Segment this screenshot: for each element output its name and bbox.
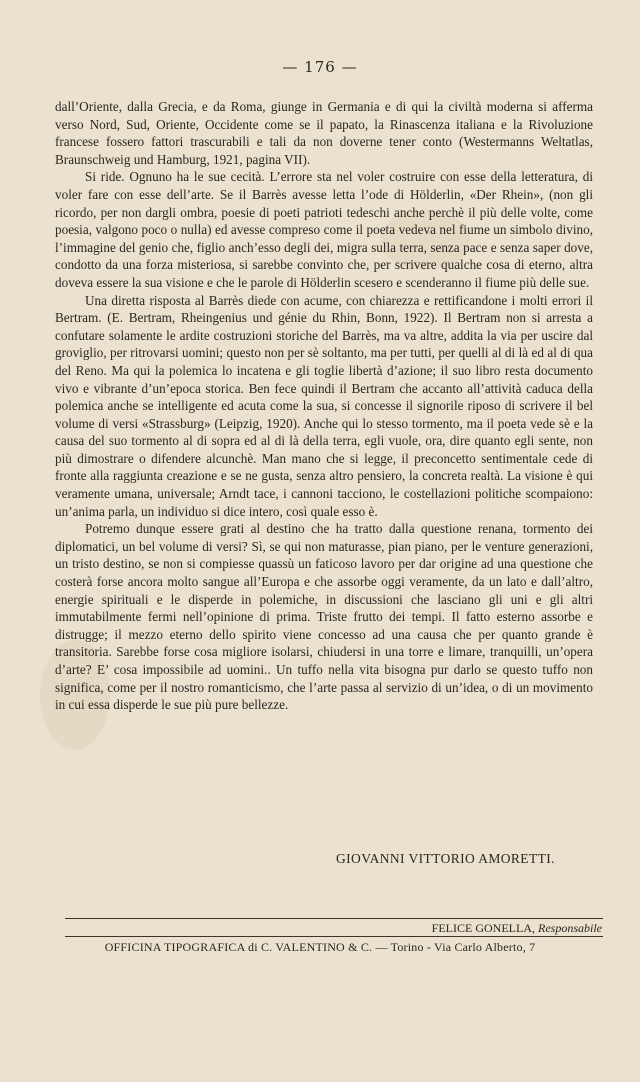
footer-rule-bottom bbox=[65, 936, 603, 937]
responsible-name: FELICE GONELLA, bbox=[431, 921, 535, 935]
paragraph: Una diretta risposta al Barrès diede con acume, con chiarezza e rettificandone i molti errori il Bertram. (E. Bertram, Rheingenius und génie du Rhin, Bonn, 1922). Il Bertram non si arresta a confutare solamente le ardite costruzioni storiche del Barrès, ma va altre, addita la via per uscire dal groviglio, per ritrovarsi uomini; questo non per sè soltanto, ma per tutti, per quelli al di là ed al di qua del Reno. Ma qui la polemica lo incatena e gli toglie libertà d’azione; il suo libro resta documento vivo e vibrante d’un’epoca storica. Ben fece quindi il Bertram che accanto all’attività caduca della polemica anche se intelligente ed acuta come la sua, si concesse il signorile riposo di scrivere il bel volume di versi «Strassburg» (Leipzig, 1920). Anche qui lo stesso tormento, ma il poeta vede sè e la causa del suo tormento al di sopra ed al di là della terra, egli vuole, ora, dire quanto egli sente, non più dimostrare o difendere alcunchè. Man mano che si legge, il preconcetto sentimentale cede di fronte alla raggiunta creazione e se ne gusta, senza altro pensiero, la concreta realtà. La visione è qui veramente umana, universale; Arndt tace, i cannoni tacciono, le costellazioni politiche scompaiono: un’anima parla, un individuo si dice intero, così quale esso è. bbox=[55, 292, 593, 519]
page-number: — 176 — bbox=[282, 58, 358, 76]
paragraph: dall’Oriente, dalla Grecia, e da Roma, giunge in Germania e di qui la civiltà moderna si afferma verso Nord, Sud, Oriente, Occidente come se il papato, la Rinascenza italiana e la Rivoluzione francese fossero fattori trascurabili e tali da non doverne tener conto (Westermanns Weltatlas, Braunschweig und Hamburg, 1921, pagina VII). bbox=[55, 99, 593, 167]
paragraph: Potremo dunque essere grati al destino che ha tratto dalla questione renana, tormento dei diplomatici, un bel volume di versi? Sì, se qui non maturasse, pian piano, per le venture generazioni, un tristo destino, se non si compiesse quassù un faticoso lavoro per dar origine ad una questione che costerà forse ancora molto sangue all’Europa e che assorbe oggi veramente, da un lato e dall’altro, energie spirituali e le disperde in polemiche, in discussioni che lasciano gli uni e gli altri immutabilmente fermi nell’opinione di prima. Triste frutto dei tempi. Il fatto esterno assorbe e distrugge; il mezzo eterno dello spirito viene concesso ad una causa che per quanto grande è transitoria. Sarebbe forse cosa migliore isolarsi, chiudersi in una torre e limare, tranquilli, un’opera d’arte? E’ cosa impossibile ad uomini.. Un tuffo nella vita bisogna pur darlo se questo tuffo non significa, come per il nostro romanticismo, che l’arte passa al servizio di un’idea, o di un movimento in cui essa disperde le sue più pure bellezze. bbox=[55, 521, 593, 713]
footer-rule-top bbox=[65, 918, 603, 919]
article-body bbox=[55, 98, 593, 714]
responsible-editor bbox=[432, 921, 602, 936]
author-signature: GIOVANNI VITTORIO AMORETTI. bbox=[336, 851, 555, 866]
printer-imprint: OFFICINA TIPOGRAFICA di C. VALENTINO & C. — Torino - Via Carlo Alberto, 7 bbox=[104, 940, 536, 954]
paragraph: Si ride. Ognuno ha le sue cecità. L’errore sta nel voler costruire con esse della letteratura, di voler fare con esse dell’arte. Se il Barrès avesse letta l’ode di Hölderlin, «Der Rhein», (non gli ricordo, per non dargli ombra, poesie di poeti patrioti tedeschi anche perchè il più delle volte, come poesia, valgono poco o nulla) ed avesse compreso come il poeta vedeva nel fiume un simbolo divino, l’immagine del genio che, figlio anch’esso degli dei, migra sulla terra, senza pace e senza saper dove, condotto da una forza misteriosa, si sarebbe convinto che, per scrivere qualche cosa di eterno, altra doveva essere la sua visione e che le parole di Hölderlin scesero e scenderanno il fiume più delle sue. bbox=[55, 169, 593, 290]
responsible-role: Responsabile bbox=[538, 921, 602, 935]
